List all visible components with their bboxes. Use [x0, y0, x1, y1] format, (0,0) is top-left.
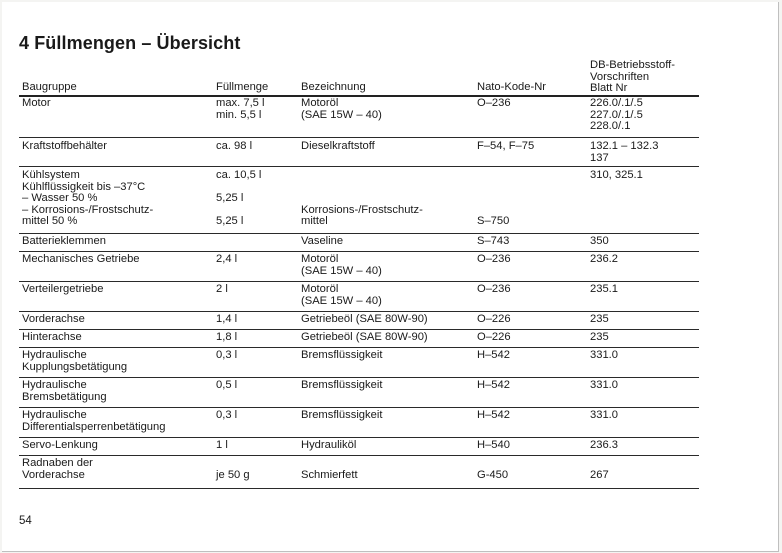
- cell-baugruppe: – Wasser 50 %: [22, 192, 98, 204]
- row-divider: [19, 329, 699, 330]
- cell-db: 235.1: [590, 283, 618, 295]
- cell-nato: H–542: [477, 379, 510, 391]
- row-divider: [19, 347, 699, 348]
- cell-nato: O–236: [477, 253, 511, 265]
- cell-baugruppe: Hinterachse: [22, 331, 82, 343]
- col-header-db-line: Blatt Nr: [590, 82, 628, 94]
- cell-fuellmenge: min. 5,5 l: [216, 108, 262, 121]
- cell-baugruppe: – Korrosions-/Frostschutz-: [22, 203, 154, 216]
- cell-bezeichnung: Bremsflüssigkeit: [301, 409, 383, 421]
- row-divider: [19, 455, 699, 456]
- cell-bezeichnung: Motoröl: [301, 253, 339, 265]
- cell-baugruppe: Kühlsystem: [22, 169, 80, 181]
- cell-nato: O–226: [477, 331, 511, 343]
- cell-fuellmenge: 2,4 l: [216, 253, 238, 265]
- col-header-bezeichnung: Bezeichnung: [301, 81, 366, 93]
- cell-nato: H–542: [477, 409, 510, 421]
- cell-bezeichnung: Bremsflüssigkeit: [301, 379, 383, 391]
- cell-nato: O–236: [477, 97, 511, 109]
- cell-baugruppe: Mechanisches Getriebe: [22, 253, 140, 265]
- cell-baugruppe: Motor: [22, 97, 51, 109]
- cell-nato: F–54, F–75: [477, 140, 535, 152]
- row-divider: [19, 166, 699, 167]
- row-divider: [19, 137, 699, 138]
- cell-fuellmenge: 2 l: [216, 283, 228, 295]
- cell-fuellmenge: 5,25 l: [216, 192, 244, 204]
- cell-baugruppe: Kühlflüssigkeit bis –37°C: [22, 180, 146, 193]
- cell-bezeichnung: Dieselkraftstoff: [301, 140, 375, 152]
- col-header-db-line: Vorschriften: [590, 70, 650, 83]
- cell-db: 267: [590, 468, 609, 481]
- cell-bezeichnung: Bremsflüssigkeit: [301, 349, 383, 361]
- cell-baugruppe: Batterieklemmen: [22, 235, 106, 247]
- cell-fuellmenge: ca. 10,5 l: [216, 169, 262, 181]
- col-header-db-line: DB-Betriebsstoff-: [590, 59, 675, 71]
- cell-fuellmenge: 1,8 l: [216, 331, 238, 343]
- cell-nato: S–743: [477, 235, 510, 247]
- col-header-baugruppe: Baugruppe: [22, 81, 77, 93]
- cell-fuellmenge: 1 l: [216, 439, 228, 451]
- cell-baugruppe: Vorderachse: [22, 313, 85, 325]
- cell-bezeichnung: (SAE 15W – 40): [301, 264, 382, 277]
- col-header-db: [590, 60, 675, 95]
- cell-db: 331.0: [590, 379, 618, 391]
- cell-db: 137: [590, 151, 609, 164]
- cell-baugruppe: Hydraulische: [22, 349, 87, 361]
- cell-baugruppe: Servo-Lenkung: [22, 439, 98, 451]
- cell-bezeichnung: mittel: [301, 215, 328, 227]
- page-title: 4 Füllmengen – Übersicht: [19, 33, 241, 53]
- cell-baugruppe: Hydraulische: [22, 409, 87, 421]
- cell-fuellmenge: 5,25 l: [216, 215, 244, 227]
- cell-baugruppe: Bremsbetätigung: [22, 390, 107, 403]
- row-divider: [19, 407, 699, 408]
- cell-db: 132.1 – 132.3: [590, 140, 659, 152]
- page-number: 54: [19, 515, 32, 527]
- cell-db: 227.0/.1/.5: [590, 108, 643, 121]
- cell-bezeichnung: (SAE 15W – 40): [301, 108, 382, 121]
- cell-nato: H–540: [477, 439, 510, 451]
- cell-nato: O–236: [477, 283, 511, 295]
- row-divider: [19, 233, 699, 234]
- cell-bezeichnung: Schmierfett: [301, 468, 358, 481]
- cell-baugruppe: mittel 50 %: [22, 215, 78, 227]
- cell-fuellmenge: max. 7,5 l: [216, 97, 265, 109]
- row-divider: [19, 488, 699, 489]
- cell-bezeichnung: Motoröl: [301, 283, 339, 295]
- cell-bezeichnung: Getriebeöl (SAE 80W-90): [301, 331, 428, 343]
- cell-bezeichnung: Korrosions-/Frostschutz-: [301, 203, 423, 216]
- cell-db: 226.0/.1/.5: [590, 97, 643, 109]
- col-header-fuellmenge: Füllmenge: [216, 81, 269, 93]
- cell-nato: G-450: [477, 468, 509, 481]
- cell-fuellmenge: je 50 g: [216, 468, 250, 481]
- cell-baugruppe: Verteilergetriebe: [22, 283, 104, 295]
- cell-bezeichnung: Vaseline: [301, 235, 344, 247]
- cell-db: 236.2: [590, 253, 618, 265]
- cell-db: 235: [590, 331, 609, 343]
- cell-db: 228.0/.1: [590, 120, 631, 132]
- cell-baugruppe: Vorderachse: [22, 468, 85, 481]
- cell-fuellmenge: 0,5 l: [216, 379, 238, 391]
- cell-baugruppe: Kupplungsbetätigung: [22, 360, 128, 373]
- cell-nato: O–226: [477, 313, 511, 325]
- row-divider: [19, 251, 699, 252]
- cell-baugruppe: Kraftstoffbehälter: [22, 140, 107, 152]
- row-divider: [19, 281, 699, 282]
- col-header-nato: Nato-Kode-Nr: [477, 81, 547, 93]
- cell-db: 350: [590, 235, 609, 247]
- cell-fuellmenge: 0,3 l: [216, 409, 238, 421]
- row-divider: [19, 437, 699, 438]
- row-divider: [19, 377, 699, 378]
- cell-fuellmenge: ca. 98 l: [216, 140, 253, 152]
- row-divider: [19, 311, 699, 312]
- cell-db: 236.3: [590, 439, 618, 451]
- cell-baugruppe: Radnaben der: [22, 457, 93, 469]
- cell-nato: S–750: [477, 215, 510, 227]
- cell-baugruppe: Differentialsperrenbetätigung: [22, 420, 166, 433]
- cell-fuellmenge: 1,4 l: [216, 313, 238, 325]
- cell-db: 310, 325.1: [590, 169, 643, 181]
- cell-db: 331.0: [590, 349, 618, 361]
- cell-nato: H–542: [477, 349, 510, 361]
- cell-bezeichnung: Motoröl: [301, 97, 339, 109]
- cell-db: 235: [590, 313, 609, 325]
- cell-fuellmenge: 0,3 l: [216, 349, 238, 361]
- cell-bezeichnung: Hydrauliköl: [301, 439, 357, 451]
- cell-bezeichnung: (SAE 15W – 40): [301, 294, 382, 307]
- cell-bezeichnung: Getriebeöl (SAE 80W-90): [301, 313, 428, 325]
- cell-db: 331.0: [590, 409, 618, 421]
- cell-baugruppe: Hydraulische: [22, 379, 87, 391]
